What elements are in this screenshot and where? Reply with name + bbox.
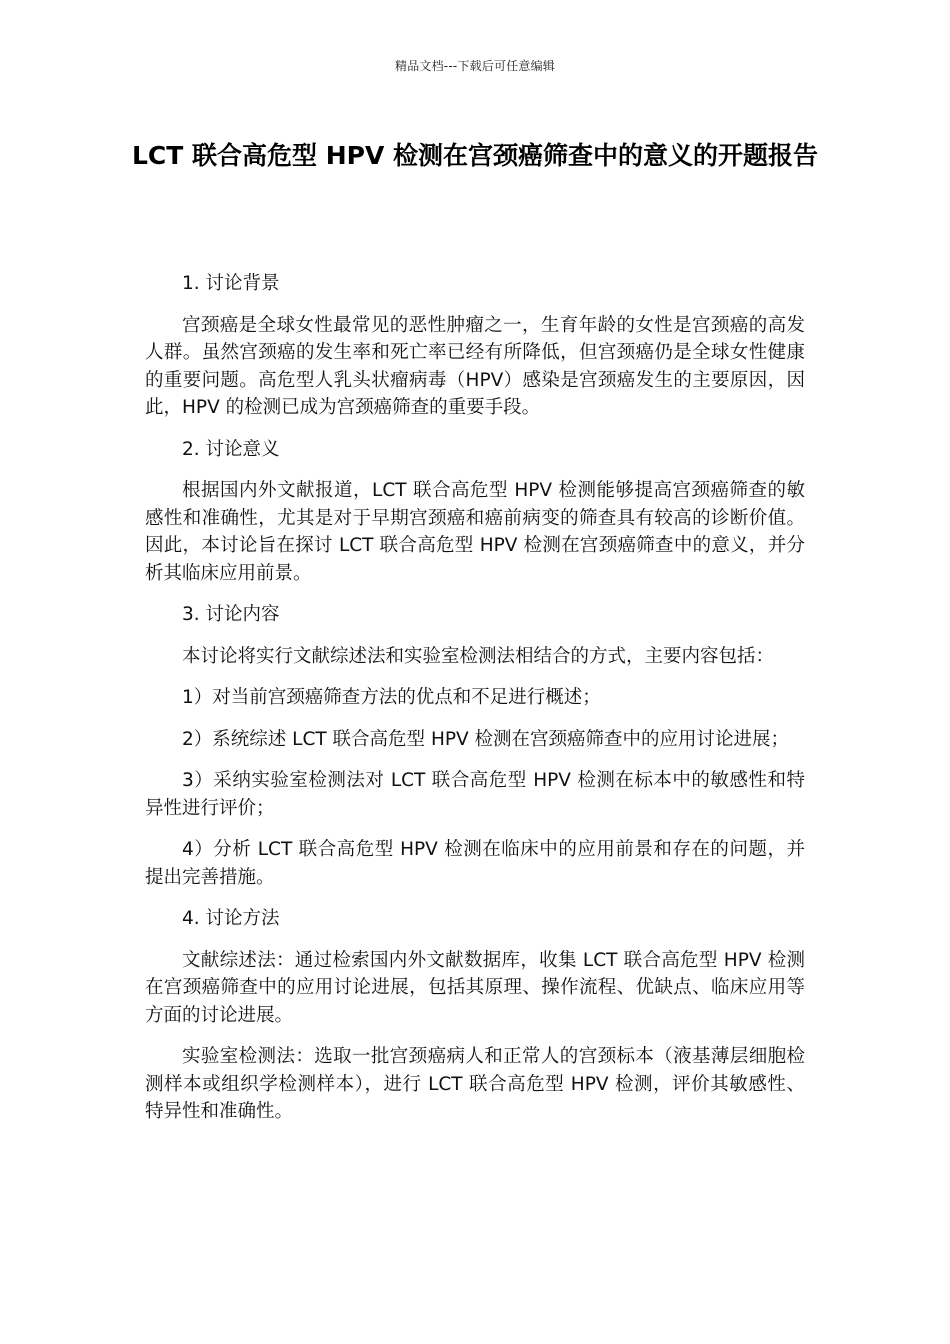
paragraph: 文献综述法：通过检索国内外文献数据库，收集 LCT 联合高危型 HPV 检测在宫颈癌筛查中的应用讨论进展，包括其原理、操作流程、优缺点、临床应用等方面的讨论进展。 xyxy=(145,949,805,1026)
list-item: 4）分析 LCT 联合高危型 HPV 检测在临床中的应用前景和存在的问题，并提出完善措施。 xyxy=(145,839,805,888)
section-heading: 4. 讨论方法 xyxy=(182,908,280,929)
list-item: 2）系统综述 LCT 联合高危型 HPV 检测在宫颈癌筛查中的应用讨论进展； xyxy=(182,728,790,750)
header-note: 精品文档---下载后可任意编辑 xyxy=(395,59,555,73)
document-title: LCT 联合高危型 HPV 检测在宫颈癌筛查中的意义的开题报告 xyxy=(131,141,819,170)
section-background xyxy=(145,270,805,422)
paragraph: 实验室检测法：选取一批宫颈癌病人和正常人的宫颈标本（液基薄层细胞检测样本或组织学检测样本），进行 LCT 联合高危型 HPV 检测，评价其敏感性、特异性和准确性。 xyxy=(145,1046,805,1122)
section-methods xyxy=(145,905,805,1126)
list-item: 3）采纳实验室检测法对 LCT 联合高危型 HPV 检测在标本中的敏感性和特异性进行评价； xyxy=(145,770,805,819)
section-significance xyxy=(145,436,805,588)
list-item: 1）对当前宫颈癌筛查方法的优点和不足进行概述； xyxy=(182,687,601,708)
paragraph: 根据国内外文献报道，LCT 联合高危型 HPV 检测能够提高宫颈癌筛查的敏感性和准确性，尤其是对于早期宫颈癌和癌前病变的筛查具有较高的诊断价值。因此，本讨论旨在探讨 LCT 联合高危型 HPV 检测在宫颈癌筛查中的意义，并分析其临床应用前景。 xyxy=(145,480,805,584)
section-heading: 1. 讨论背景 xyxy=(182,273,280,294)
section-heading: 3. 讨论内容 xyxy=(182,604,280,625)
paragraph: 本讨论将实行文献综述法和实验室检测法相结合的方式，主要内容包括： xyxy=(182,645,775,667)
section-content xyxy=(145,601,805,891)
document-body xyxy=(145,270,805,1140)
paragraph: 宫颈癌是全球女性最常见的恶性肿瘤之一，生育年龄的女性是宫颈癌的高发人群。虽然宫颈癌的发生率和死亡率已经有所降低，但宫颈癌仍是全球女性健康的重要问题。高危型人乳头状瘤病毒（HPV）感染是宫颈癌发生的主要原因，因此，HPV 的检测已成为宫颈癌筛查的重要手段。 xyxy=(145,314,805,418)
section-heading: 2. 讨论意义 xyxy=(182,438,280,460)
